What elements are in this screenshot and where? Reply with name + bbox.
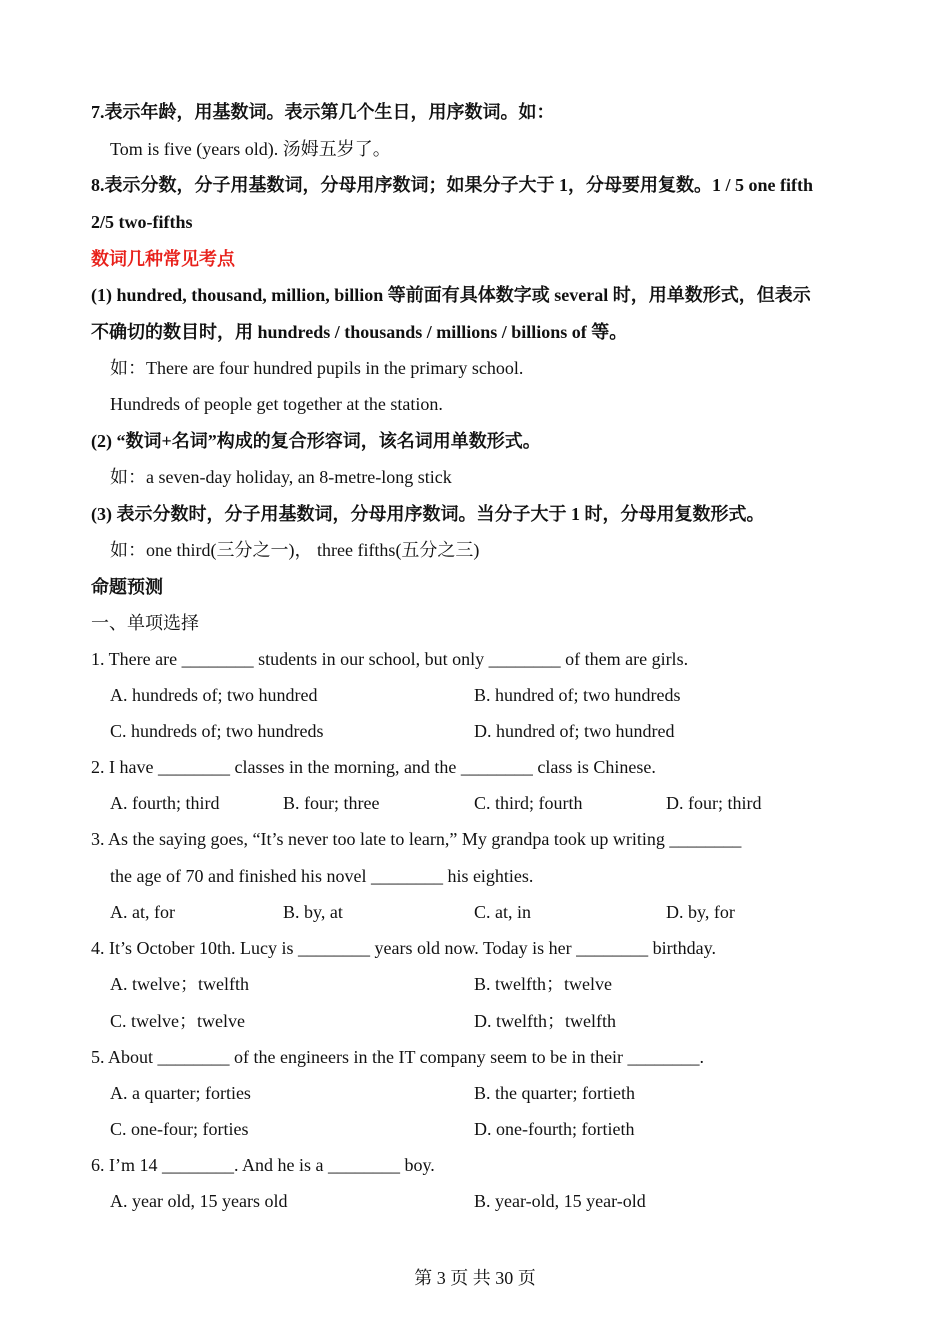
question-4-stem: 4. It’s October 10th. Lucy is ________ years old now. Today is her ________ birthday. [91,938,716,958]
point-3-example: 如：one third(三分之一)， three fifths(五分之三) [110,540,480,560]
section-title-multiple-choice: 一、单项选择 [91,613,199,633]
question-4-option-c: C. twelve；twelve [110,1011,245,1031]
point-1: (1) hundred, thousand, million, billion 等前面有具体数字或 several 时，用单数形式，但表示 [91,285,811,305]
question-3-option-d: D. by, for [666,902,735,922]
question-5-stem: 5. About ________ of the engineers in the IT company seem to be in their ________. [91,1047,705,1067]
question-5-option-c: C. one-four; forties [110,1119,249,1139]
question-6-option-b: B. year-old, 15 year-old [474,1191,646,1211]
section-heading-prediction: 命题预测 [91,577,163,597]
question-2-stem: 2. I have ________ classes in the morning, and the ________ class is Chinese. [91,757,656,777]
page-footer: 第 3 页 共 30 页 [414,1268,536,1288]
question-6-stem: 6. I’m 14 ________. And he is a ________ boy. [91,1155,435,1175]
question-3-option-c: C. at, in [474,902,531,922]
question-4-option-b: B. twelfth；twelve [474,974,612,994]
question-5-option-d: D. one-fourth; fortieth [474,1119,635,1139]
question-2-option-c: C. third; fourth [474,793,583,813]
point-2: (2) “数词+名词”构成的复合形容词，该名词用单数形式。 [91,431,541,451]
rule-7: 7.表示年龄，用基数词。表示第几个生日，用序数词。如： [91,102,555,122]
question-2-option-d: D. four; third [666,793,762,813]
question-3-stem-continued: the age of 70 and finished his novel ________ his eighties. [110,866,534,886]
point-2-example: 如：a seven-day holiday, an 8-metre-long stick [110,467,452,487]
question-1-option-d: D. hundred of; two hundred [474,721,675,741]
question-1-option-b: B. hundred of; two hundreds [474,685,681,705]
question-5-option-b: B. the quarter; fortieth [474,1083,635,1103]
rule-7-example: Tom is five (years old). 汤姆五岁了。 [110,139,391,159]
point-3: (3) 表示分数时，分子用基数词，分母用序数词。当分子大于 1 时，分母用复数形式。 [91,504,765,524]
question-3-option-a: A. at, for [110,902,175,922]
question-1-stem: 1. There are ________ students in our school, but only ________ of them are girls. [91,649,689,669]
rule-8: 8.表示分数，分子用基数词，分母用序数词；如果分子大于 1，分母要用复数。1 / 5 one fifth [91,175,813,195]
section-heading-common-points: 数词几种常见考点 [91,249,235,269]
question-2-option-a: A. fourth; third [110,793,220,813]
question-2-option-b: B. four; three [283,793,380,813]
question-1-option-c: C. hundreds of; two hundreds [110,721,324,741]
question-5-option-a: A. a quarter; forties [110,1083,251,1103]
rule-8-continued: 2/5 two-fifths [91,212,193,232]
question-6-option-a: A. year old, 15 years old [110,1191,288,1211]
question-3-option-b: B. by, at [283,902,343,922]
question-1-option-a: A. hundreds of; two hundred [110,685,318,705]
question-4-option-d: D. twelfth；twelfth [474,1011,616,1031]
point-1-continued: 不确切的数目时，用 hundreds / thousands / millions / billions of 等。 [91,322,628,342]
point-1-example-1: 如：There are four hundred pupils in the primary school. [110,358,524,378]
question-3-stem: 3. As the saying goes, “It’s never too late to learn,” My grandpa took up writing ________ [91,829,742,849]
point-1-example-2: Hundreds of people get together at the station. [110,394,443,414]
question-4-option-a: A. twelve；twelfth [110,974,249,994]
